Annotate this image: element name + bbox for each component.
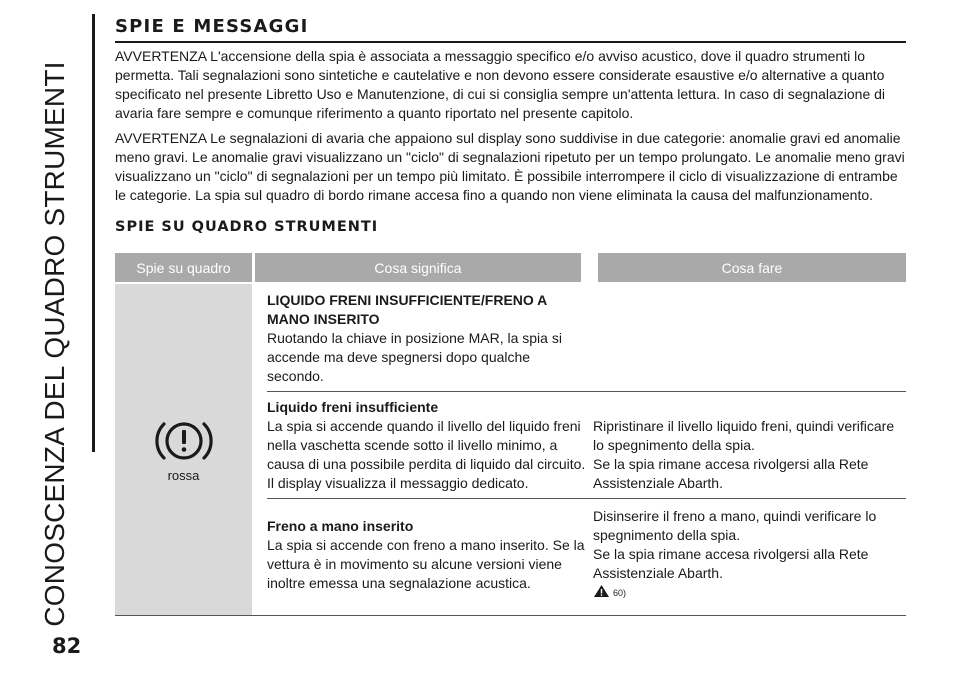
meaning-cell (267, 291, 593, 386)
warning-paragraph-2: AVVERTENZA Le segnalazioni di avaria che appaiono sul display sono suddivise in due categorie: anomalie gravi ed anomalie meno gravi. Le anomalie gravi visualizzano un "ciclo" di segnalazioni ripetuto per un tempo prolungato. Le anomalie meno gravi visualizzano un "ciclo" di segnalazioni per un tempo più limitato. È possibile interrompere il ciclo di visualizzazione di entrambe le categorie. La spia sul quadro di bordo rimane accesa fino a quando non viene eliminata la causa del malfunzionamento. (115, 130, 905, 203)
table-row (267, 499, 906, 615)
section-subtitle: SPIE SU QUADRO STRUMENTI (115, 219, 379, 235)
section-title-vertical: CONOSCENZA DEL QUADRO STRUMENTI (39, 61, 70, 627)
row-title: Liquido freni insufficiente (267, 399, 439, 415)
table-row (267, 284, 906, 392)
warning-paragraph-1: AVVERTENZA L'accensione della spia è associata a messaggio specifico e/o avviso acustico, dove il quadro strumenti lo permetta. Tali segnalazioni sono sintetiche e cautelative e non devono essere considerate esaustive e/o alternative a quanto specificato nel presente Libretto Uso e Manutenzione, di cui si consiglia sempre un'attenta lettura. In caso di segnalazione di avaria fare sempre e comunque riferimento a quanto riportato nel presente capitolo. (115, 48, 886, 121)
page-number: 82 (52, 634, 82, 658)
page-content (115, 16, 906, 616)
row-meaning: La spia si accende quando il livello del liquido freni nella vaschetta scende sotto il livello minimo, a causa di una possibile perdita di liquido dal circuito. Il display visualizza il messaggio dedicato. (267, 418, 586, 491)
warning-triangle-icon (593, 584, 610, 603)
row-meaning: Ruotando la chiave in posizione MAR, la spia si accende ma deve spegnersi dopo qualche secondo. (267, 330, 562, 384)
action-line: Disinserire il freno a mano, quindi verificare lo spegnimento della spia. (593, 508, 877, 543)
meaning-cell (267, 507, 593, 603)
page-title: SPIE E MESSAGGI (115, 16, 309, 37)
warning-ref-number: 60) (613, 588, 627, 598)
table-rows (267, 284, 906, 615)
header-warning-lights: Spie su quadro (115, 253, 252, 282)
table-body (115, 284, 906, 615)
action-line: Ripristinare il livello liquido freni, quindi verificare lo spegnimento della spia. (593, 418, 895, 453)
action-cell (593, 398, 906, 493)
meaning-cell (267, 398, 593, 493)
warning-light-cell (115, 284, 252, 615)
table-header (115, 253, 906, 282)
row-title: Freno a mano inserito (267, 518, 414, 534)
action-line: Se la spia rimane accesa rivolgersi alla Rete Assistenziale Abarth. (593, 546, 869, 581)
action-cell (593, 291, 906, 386)
header-meaning: Cosa significa (255, 253, 581, 282)
table-row (267, 392, 906, 499)
section-divider (92, 14, 95, 452)
warning-reference (593, 584, 906, 603)
action-cell (593, 507, 906, 603)
row-title: LIQUIDO FRENI INSUFFICIENTE/FRENO A MANO INSERITO (267, 292, 547, 327)
row-meaning: La spia si accende con freno a mano inserito. Se la vettura è in movimento su alcune versioni viene inoltre emessa una segnalazione acustica. (267, 537, 585, 591)
warning-lights-table (115, 253, 906, 616)
brake-warning-icon (152, 416, 216, 466)
warning-light-color: rossa (167, 468, 200, 483)
action-line: Se la spia rimane accesa rivolgersi alla Rete Assistenziale Abarth. (593, 456, 869, 491)
title-divider (115, 41, 906, 43)
header-action: Cosa fare (598, 253, 906, 282)
